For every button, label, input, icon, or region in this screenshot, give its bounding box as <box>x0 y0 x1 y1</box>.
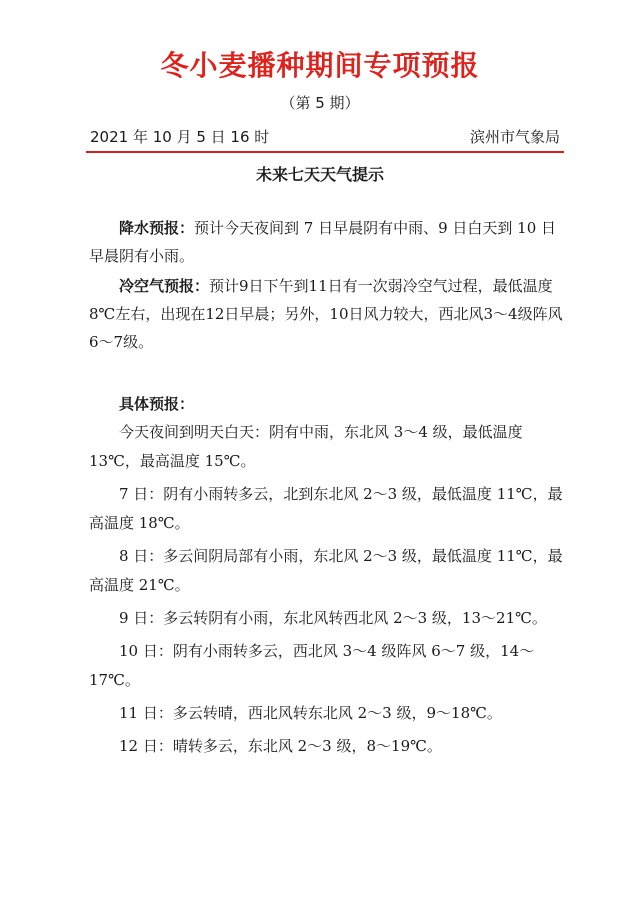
document-title: 冬小麦播种期间专项预报 <box>160 49 480 82</box>
detail-forecast-heading <box>89 390 569 418</box>
precipitation-text: 预计今天夜间到 7 日早晨阴有中雨、9 日白天到 10 日早晨阴有小雨。 <box>89 219 557 265</box>
cold-air-forecast <box>89 272 569 356</box>
detail-label: 具体预报： <box>119 395 195 413</box>
precipitation-paragraph <box>89 214 569 270</box>
precipitation-forecast <box>89 214 569 270</box>
issue-date: 2021 年 10 月 5 日 16 时 <box>90 128 270 146</box>
issue-number: （第 5 期） <box>280 94 360 112</box>
red-divider <box>86 151 564 153</box>
detail-item: 11 日：多云转晴，西北风转东北风 2～3 级，9～18℃。 <box>119 704 502 722</box>
detail-item: 8 日：多云间阴局部有小雨，东北风 2～3 级，最低温度 11℃，最高温度 21℃。 <box>89 547 563 594</box>
issuing-agency: 滨州市气象局 <box>469 128 560 146</box>
detail-item: 7 日：阴有小雨转多云，北到东北风 2～3 级，最低温度 11℃，最高温度 18℃。 <box>89 485 563 532</box>
detail-item: 今天夜间到明天白天：阴有中雨，东北风 3～4 级，最低温度 13℃，最高温度 15℃。 <box>89 423 523 470</box>
cold-air-text: 预计9日下午到11日有一次弱冷空气过程，最低温度8℃左右，出现在12日早晨；另外，10日风力较大，西北风3～4级阵风6～7级。 <box>89 277 563 351</box>
dateline <box>90 126 560 147</box>
section-subtitle: 未来七天天气提示 <box>255 165 384 184</box>
cold-air-paragraph <box>89 272 569 356</box>
precipitation-label: 降水预报： <box>119 219 195 237</box>
detail-item: 10 日：阴有小雨转多云，西北风 3～4 级阵风 6～7 级，14～17℃。 <box>89 642 535 689</box>
detail-forecast-list <box>89 418 569 765</box>
cold-air-label: 冷空气预报： <box>119 277 210 295</box>
detail-item: 12 日：晴转多云，东北风 2～3 级，8～19℃。 <box>119 737 442 755</box>
detail-item: 9 日：多云转阴有小雨，东北风转西北风 2～3 级，13～21℃。 <box>119 609 547 627</box>
